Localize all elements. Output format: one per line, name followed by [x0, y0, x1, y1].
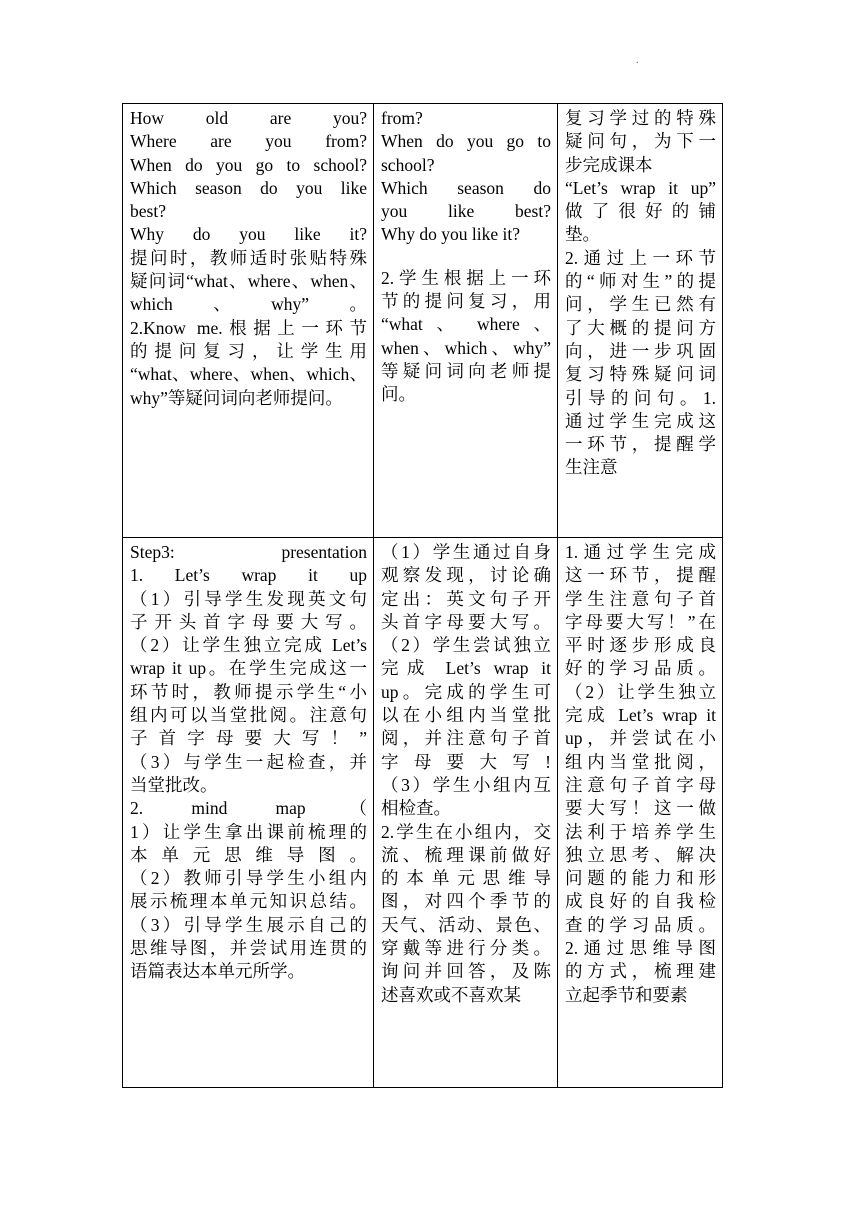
text-line: up。完成的学生可 [381, 681, 551, 702]
text-line: 引导的问句。1. [565, 387, 716, 408]
student-cell [374, 538, 558, 1088]
text-line: best? [130, 201, 166, 222]
text-line: 2.学生根据上一环 [381, 267, 551, 288]
text-line: 节的提问复习，用 [381, 291, 551, 312]
text-line: （3）学生小组内互 [381, 774, 551, 795]
text-line: 成良好的自我检 [565, 891, 716, 912]
text-line: 平时逐步形成良 [565, 635, 716, 656]
text-line: 天气、活动、景色、 [381, 914, 551, 935]
text-line: 好的学习品质。 [565, 658, 716, 679]
header-mark: . [636, 55, 639, 66]
text-line: 法利于培养学生 [565, 821, 716, 842]
lesson-plan-table [122, 103, 723, 1088]
text-line: When do you go to [381, 131, 551, 152]
text-line: from? [381, 108, 423, 128]
text-line: 以在小组内当堂批 [381, 705, 551, 726]
text-line: 要大写！这一做 [565, 798, 716, 819]
text-line: 问，学生已然有 [565, 294, 716, 315]
text-line: 疑问词“what、where、when、 [130, 271, 367, 292]
text-line: Step3: presentation [130, 542, 367, 562]
text-line: 2. mind map（ [130, 798, 367, 819]
text-line: 通过学生完成这 [565, 410, 716, 431]
text-line: 组内可以当堂批阅。注意句 [130, 705, 367, 726]
text-line: school? [381, 154, 435, 175]
text-line: 组内当堂批阅， [565, 751, 716, 772]
text-line: up，并尝试在小 [565, 728, 716, 749]
text-line: 1.通过学生完成 [565, 542, 716, 562]
text-line: 一环节，提醒学 [565, 434, 716, 455]
text-line: Which season do you like [130, 177, 367, 198]
text-line: 完成 Let’s wrap it [565, 705, 716, 726]
text-line: 思维导图，并尝试用连贯的 [130, 938, 367, 959]
text-line: When do you go to school? [130, 154, 367, 175]
text-line: Where are you from? [130, 131, 367, 152]
text-line: 完成 Let’s wrap it [381, 658, 551, 679]
text-line: （2）让学生独立完成 Let’s [130, 635, 367, 656]
student-cell [374, 104, 558, 538]
text-line: 了大概的提问方 [565, 317, 716, 338]
text-line: 头首字母要大写。 [381, 611, 551, 632]
text-line: 独立思考、解决 [565, 844, 716, 865]
text-line: （2）让学生独立 [565, 681, 716, 702]
text-line: 步完成课本 [565, 154, 653, 175]
text-line: 子首字母要大写！” [130, 728, 367, 749]
text-line: 疑问句，为下一 [565, 131, 716, 152]
text-line: （3）与学生一起检查，并 [130, 751, 367, 772]
text-line: 本单元思维导图。 [130, 844, 367, 865]
text-line: 子开头首字母要大写。 [130, 611, 367, 632]
text-line: 的提问复习，让学生用 [130, 340, 367, 361]
text-line: 环节时，教师提示学生“小 [130, 681, 367, 702]
text-line: 2.学生在小组内，交 [381, 821, 551, 842]
activity-cell [123, 104, 374, 538]
text-line: 相检查。 [381, 798, 451, 819]
text-line: Why do you like it? [130, 224, 367, 245]
text-line: 的本单元思维导 [381, 868, 551, 889]
text-line: “what、where、when、which、 [130, 364, 367, 385]
text-line: when、which、why” [381, 337, 551, 358]
table-row [123, 104, 723, 538]
text-line: Why do you like it? [381, 224, 521, 245]
text-line: （3）引导学生展示自己的 [130, 914, 367, 935]
text-line: 学生注意句子首 [565, 588, 716, 609]
text-line [381, 247, 551, 267]
text-line: 提问时，教师适时张贴特殊 [130, 247, 367, 268]
text-line: 注意句子首字母 [565, 774, 716, 795]
text-line: “Let’s wrap it up” [565, 177, 716, 198]
text-line: 展示梳理本单元知识总结。 [130, 891, 367, 912]
activity-cell [123, 538, 374, 1088]
text-line: 询问并回答，及陈 [381, 961, 551, 982]
text-line: which、why”。 [130, 294, 367, 315]
text-line: 做了很好的铺 [565, 201, 716, 222]
text-line: 字母要大写！”在 [565, 611, 716, 632]
text-line: 等疑问词向老师提 [381, 360, 551, 381]
text-line: 查的学习品质。 [565, 914, 716, 935]
text-line: 2.通过上一环节 [565, 247, 716, 268]
text-line: you like best? [381, 201, 551, 222]
text-line: 字母要大写! [381, 751, 551, 772]
text-line: 定出：英文句子开 [381, 588, 551, 609]
text-line: （2）教师引导学生小组内 [130, 868, 367, 889]
text-line: 2.Know me.根据上一环节 [130, 317, 367, 338]
text-line: 流、梳理课前做好 [381, 844, 551, 865]
purpose-cell [558, 538, 723, 1088]
text-line: 问。 [381, 384, 416, 405]
text-line: 向，进一步巩固 [565, 340, 716, 361]
text-line: 垫。 [565, 224, 600, 245]
text-line: 当堂批改。 [130, 774, 218, 795]
text-line: 图，对四个季节的 [381, 891, 551, 912]
text-line: 穿戴等进行分类。 [381, 938, 551, 959]
table-row [123, 538, 723, 1088]
text-line: 阅，并注意句子首 [381, 728, 551, 749]
text-line: 立起季节和要素 [565, 984, 688, 1005]
text-line: （2）学生尝试独立 [381, 635, 551, 656]
text-line: 1. Let’s wrap it up [130, 565, 367, 586]
text-line: 生注意 [565, 457, 618, 478]
text-line: （1）引导学生发现英文句 [130, 588, 367, 609]
text-line: 述喜欢或不喜欢某 [381, 984, 521, 1005]
text-line: 观察发现，讨论确 [381, 565, 551, 586]
text-line: 的“师对生”的提 [565, 271, 716, 292]
text-line: 复习学过的特殊 [565, 108, 716, 128]
text-line: 复习特殊疑问词 [565, 364, 716, 385]
text-line: 1）让学生拿出课前梳理的 [130, 821, 367, 842]
text-line: （1）学生通过自身 [381, 542, 551, 562]
text-line: 语篇表达本单元所学。 [130, 961, 305, 982]
text-line: why”等疑问词向老师提问。 [130, 387, 343, 408]
purpose-cell [558, 104, 723, 538]
text-line: 的方式，梳理建 [565, 961, 716, 982]
text-line: How old are you? [130, 108, 367, 128]
text-line: wrap it up。在学生完成这一 [130, 658, 367, 679]
text-line: 这一环节，提醒 [565, 565, 716, 586]
text-line: 问题的能力和形 [565, 868, 716, 889]
text-line: 2.通过思维导图 [565, 938, 716, 959]
text-line: “what 、 where 、 [381, 314, 551, 335]
text-line: Which season do [381, 177, 551, 198]
